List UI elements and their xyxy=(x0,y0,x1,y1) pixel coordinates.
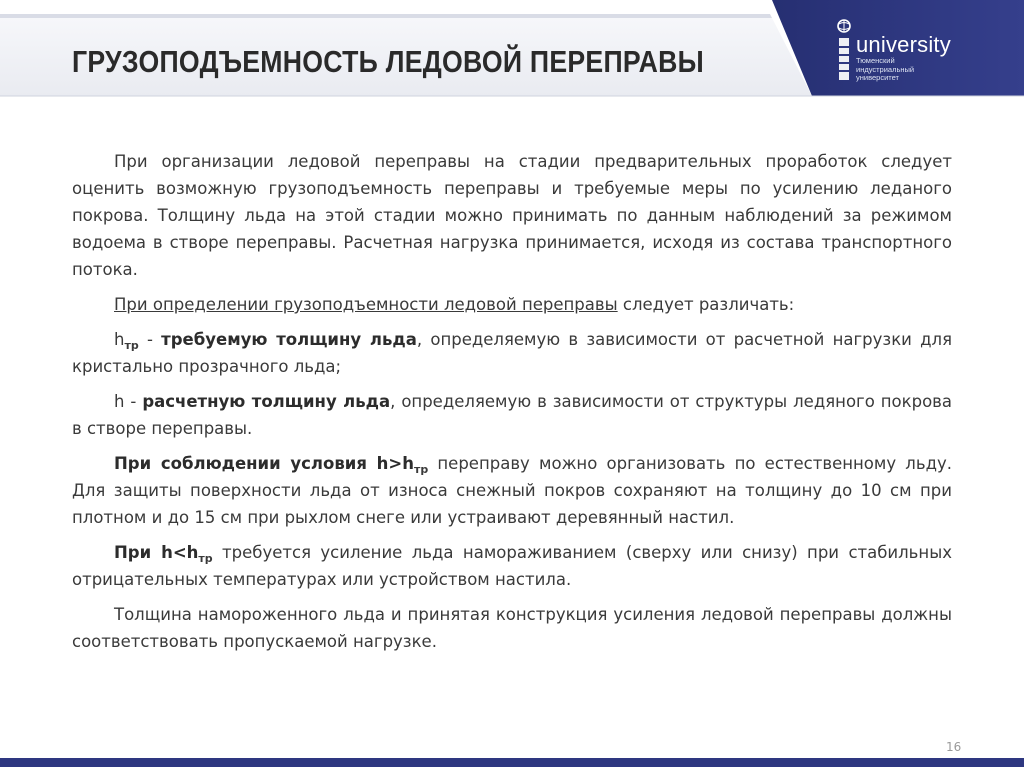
paragraph-text: , определяемую в зависимости от расчетной нагрузки для кристально прозрачного льда; xyxy=(72,330,952,376)
condition-label: При соблюдении условия h>h xyxy=(114,454,414,473)
paragraph-intro: При организации ледовой переправы на стадии предварительных проработок следует оценить возможную грузоподъемность переправы и требуемые меры по усилению леданого покрова. Толщину льда на этой стадии можно принимать по данным наблюдений за режимом водоема в створе переправы. Расчетная нагрузка принимается, исходя из состава транспортного потока. xyxy=(72,152,952,279)
paragraph-design-thickness xyxy=(72,388,952,442)
paragraph-conclusion: Толщина намороженного льда и принятая конструкция усиления ледовой переправы должны соответствовать пропускаемой нагрузке. xyxy=(72,605,952,651)
globe-icon xyxy=(836,18,854,84)
subscript-tr: тр xyxy=(124,339,139,352)
subscript-tr: тр xyxy=(413,463,429,476)
paragraph-condition-reinforcement xyxy=(72,539,952,593)
logo-subtitle xyxy=(856,57,914,83)
condition-label: При h<h xyxy=(114,543,199,562)
symbol-h: h - xyxy=(114,392,143,411)
slide-body xyxy=(72,148,952,663)
symbol-h: h xyxy=(114,330,125,349)
paragraph-condition-natural-ice xyxy=(72,450,952,531)
paragraph-required-thickness xyxy=(72,326,952,380)
subscript-tr: тр xyxy=(198,552,213,565)
paragraph-text: переправу можно организовать по естественному льду. Для защиты поверхности льда от износа снежный покров сохраняют на толщину до 10 см при плотном и до 15 см при рыхлом снеге или устраивают деревянный настил. xyxy=(72,454,952,527)
page-title: ГРУЗОПОДЪЕМНОСТЬ ЛЕДОВОЙ ПЕРЕПРАВЫ xyxy=(72,44,704,79)
logo-sub-line: Тюменский xyxy=(856,56,895,65)
underlined-phrase: При определении грузоподъемности ледовой переправы xyxy=(114,295,618,314)
term-design-thickness: расчетную толщину льда xyxy=(142,392,391,411)
paragraph-text: требуется усиление льда намораживанием (сверху или снизу) при стабильных отрицательных температурах или устройством настила. xyxy=(72,543,952,589)
logo-sub-line: университет xyxy=(856,73,899,82)
header-banner xyxy=(0,0,1024,112)
paragraph-text: , определяемую в зависимости от структуры ледяного покрова в створе переправы. xyxy=(72,392,952,438)
paragraph-text: следует различать: xyxy=(617,295,795,314)
university-logo xyxy=(836,18,986,88)
logo-wordmark: university xyxy=(856,32,951,57)
paragraph-distinguish xyxy=(72,291,952,318)
term-required-thickness: требуемую толщину льда xyxy=(161,330,417,349)
footer-bar xyxy=(0,758,1024,767)
logo-sub-line: индустриальный xyxy=(856,64,915,74)
dash: - xyxy=(138,330,162,349)
page-number: 16 xyxy=(946,740,962,754)
